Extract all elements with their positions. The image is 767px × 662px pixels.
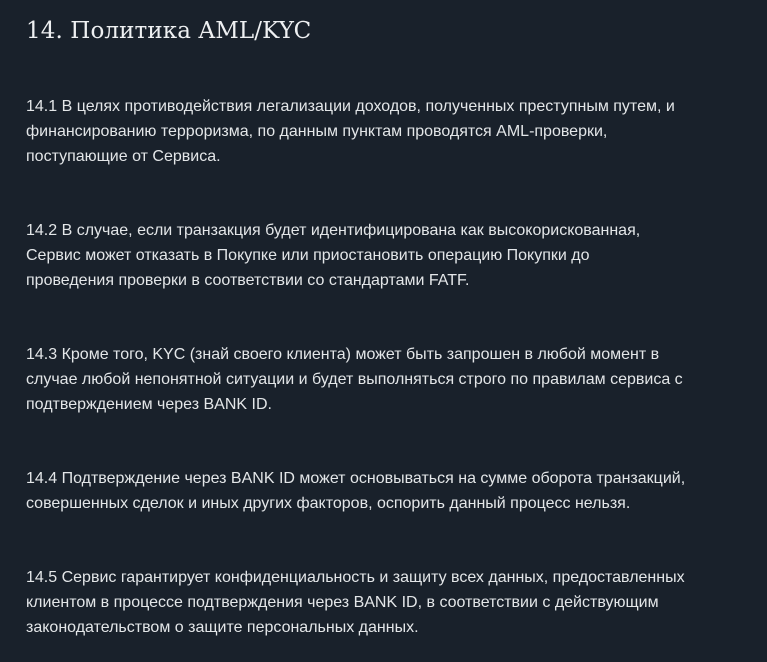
- paragraph-line: клиентом в процессе подтверждения через BANK ID, в соответствии с действующим: [26, 594, 659, 611]
- paragraph-line: совершенных сделок и иных других факторов, оспорить данный процесс нельзя.: [26, 495, 631, 512]
- paragraph-line: законодательством о защите персональных данных.: [26, 619, 419, 636]
- paragraph-14-3: [26, 342, 738, 417]
- paragraph-14-5: [26, 565, 738, 640]
- paragraph-line: поступающие от Сервиса.: [26, 148, 221, 165]
- paragraph-line: финансированию терроризма, по данным пунктам проводятся AML-проверки,: [26, 123, 608, 140]
- paragraph-line: подтверждением через BANK ID.: [26, 396, 272, 413]
- paragraph-14-4: [26, 466, 738, 516]
- paragraph-line: 14.4 Подтверждение через BANK ID может основываться на сумме оборота транзакций,: [26, 470, 686, 487]
- paragraph-line: проведения проверки в соответствии со стандартами FATF.: [26, 272, 470, 289]
- paragraph-line: 14.1 В целях противодействия легализации доходов, полученных преступным путем, и: [26, 98, 675, 115]
- paragraph-line: Сервис может отказать в Покупке или приостановить операцию Покупки до: [26, 247, 590, 264]
- paragraph-line: 14.3 Кроме того, KYC (знай своего клиента) может быть запрошен в любой момент в: [26, 346, 660, 363]
- paragraph-line: 14.2 В случае, если транзакция будет идентифицирована как высокорискованная,: [26, 222, 641, 239]
- paragraph-line: случае любой непонятной ситуации и будет выполняться строго по правилам сервиса с: [26, 371, 683, 388]
- paragraph-14-1: [26, 94, 738, 169]
- section-title: 14. Политика AML/KYC: [26, 18, 312, 44]
- paragraph-line: 14.5 Сервис гарантирует конфиденциальность и защиту всех данных, предоставленных: [26, 569, 685, 586]
- paragraph-14-2: [26, 218, 738, 293]
